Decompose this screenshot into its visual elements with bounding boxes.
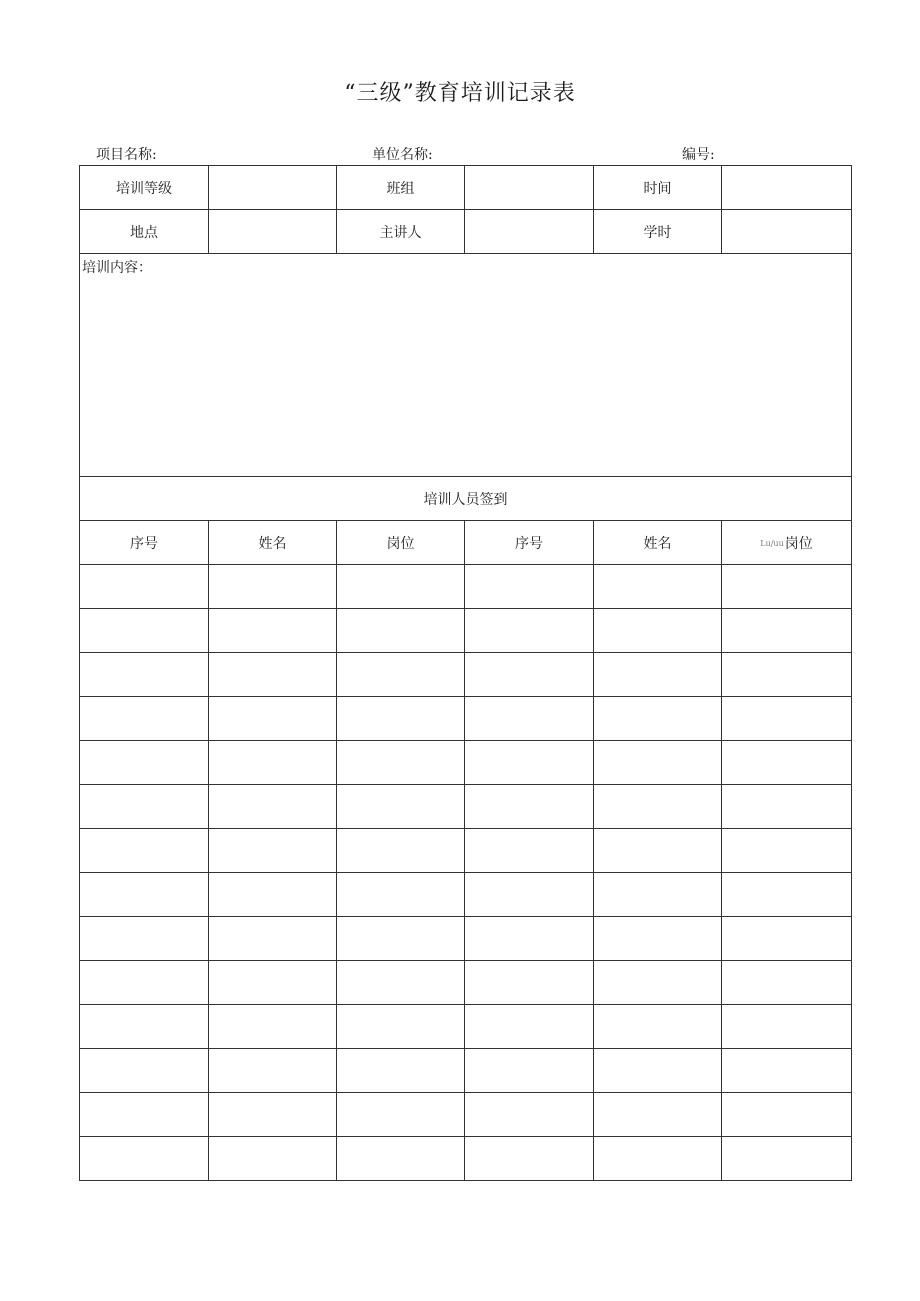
signin-cell-position-2[interactable] bbox=[722, 653, 852, 697]
signin-row bbox=[80, 1005, 852, 1049]
signin-row bbox=[80, 1137, 852, 1181]
signin-cell-position[interactable] bbox=[337, 565, 465, 609]
training-level-label: 培训等级 bbox=[80, 166, 209, 210]
signin-cell-name-2[interactable] bbox=[594, 1093, 722, 1137]
signin-heading-row bbox=[80, 477, 852, 521]
signin-cell-number[interactable] bbox=[80, 917, 209, 961]
signin-cell-position-2[interactable] bbox=[722, 785, 852, 829]
col-header-name-2: 姓名 bbox=[594, 521, 722, 565]
signin-cell-name-2[interactable] bbox=[594, 1049, 722, 1093]
signin-cell-name[interactable] bbox=[209, 609, 337, 653]
signin-cell-position[interactable] bbox=[337, 961, 465, 1005]
signin-cell-position-2[interactable] bbox=[722, 565, 852, 609]
signin-cell-number-2[interactable] bbox=[465, 829, 594, 873]
signin-cell-name-2[interactable] bbox=[594, 741, 722, 785]
signin-row bbox=[80, 785, 852, 829]
signin-cell-position[interactable] bbox=[337, 1093, 465, 1137]
project-name-label: 项目名称: bbox=[96, 147, 157, 163]
signin-cell-number-2[interactable] bbox=[465, 565, 594, 609]
signin-cell-number[interactable] bbox=[80, 961, 209, 1005]
signin-cell-position[interactable] bbox=[337, 785, 465, 829]
signin-cell-number[interactable] bbox=[80, 609, 209, 653]
signin-header-row bbox=[80, 521, 852, 565]
signin-cell-number-2[interactable] bbox=[465, 1093, 594, 1137]
info-row bbox=[80, 210, 852, 254]
training-content-area[interactable] bbox=[80, 254, 852, 477]
col-header-number: 序号 bbox=[80, 521, 209, 565]
signin-row bbox=[80, 1049, 852, 1093]
signin-row bbox=[80, 609, 852, 653]
signin-cell-name[interactable] bbox=[209, 961, 337, 1005]
training-record-table bbox=[79, 165, 852, 1181]
signin-cell-number[interactable] bbox=[80, 1093, 209, 1137]
lecturer-field[interactable] bbox=[465, 210, 594, 254]
signin-cell-name[interactable] bbox=[209, 1005, 337, 1049]
signin-row bbox=[80, 697, 852, 741]
signin-cell-name[interactable] bbox=[209, 653, 337, 697]
signin-cell-name[interactable] bbox=[209, 697, 337, 741]
col-header-number-2: 序号 bbox=[465, 521, 594, 565]
hours-field[interactable] bbox=[722, 210, 852, 254]
signin-cell-number-2[interactable] bbox=[465, 1005, 594, 1049]
signin-cell-name-2[interactable] bbox=[594, 609, 722, 653]
signin-cell-name[interactable] bbox=[209, 1093, 337, 1137]
signin-cell-name-2[interactable] bbox=[594, 785, 722, 829]
signin-cell-number-2[interactable] bbox=[465, 785, 594, 829]
signin-cell-name-2[interactable] bbox=[594, 961, 722, 1005]
signin-cell-name-2[interactable] bbox=[594, 1137, 722, 1181]
page-title: “三级”教育培训记录表 bbox=[344, 81, 576, 106]
signin-cell-name-2[interactable] bbox=[594, 653, 722, 697]
info-row bbox=[80, 166, 852, 210]
signin-cell-position-2[interactable] bbox=[722, 1093, 852, 1137]
signin-row bbox=[80, 829, 852, 873]
signin-cell-name[interactable] bbox=[209, 829, 337, 873]
signin-cell-position[interactable] bbox=[337, 653, 465, 697]
col-header-position-2 bbox=[722, 521, 852, 565]
signin-cell-number[interactable] bbox=[80, 697, 209, 741]
signin-cell-number-2[interactable] bbox=[465, 653, 594, 697]
signin-cell-position-2[interactable] bbox=[722, 829, 852, 873]
signin-cell-name[interactable] bbox=[209, 917, 337, 961]
signin-cell-number[interactable] bbox=[80, 785, 209, 829]
signin-cell-position[interactable] bbox=[337, 1049, 465, 1093]
signin-cell-position[interactable] bbox=[337, 741, 465, 785]
document-number-label: 编号: bbox=[682, 147, 715, 163]
signin-cell-name[interactable] bbox=[209, 873, 337, 917]
signin-cell-position-2[interactable] bbox=[722, 1137, 852, 1181]
col-header-position-2-label: 岗位 bbox=[784, 535, 813, 552]
signin-cell-number-2[interactable] bbox=[465, 873, 594, 917]
time-label: 时间 bbox=[594, 166, 722, 210]
signin-cell-position[interactable] bbox=[337, 917, 465, 961]
signin-cell-name-2[interactable] bbox=[594, 1005, 722, 1049]
signin-cell-number[interactable] bbox=[80, 741, 209, 785]
team-field[interactable] bbox=[465, 166, 594, 210]
team-label: 班组 bbox=[337, 166, 465, 210]
location-label: 地点 bbox=[80, 210, 209, 254]
signin-cell-name[interactable] bbox=[209, 1049, 337, 1093]
time-field[interactable] bbox=[722, 166, 852, 210]
training-level-field[interactable] bbox=[209, 166, 337, 210]
signin-cell-number-2[interactable] bbox=[465, 697, 594, 741]
signin-cell-number[interactable] bbox=[80, 1049, 209, 1093]
signin-cell-number[interactable] bbox=[80, 653, 209, 697]
signin-cell-name[interactable] bbox=[209, 1137, 337, 1181]
signin-cell-name-2[interactable] bbox=[594, 829, 722, 873]
signin-cell-position-2[interactable] bbox=[722, 917, 852, 961]
signin-row bbox=[80, 1093, 852, 1137]
signin-cell-position[interactable] bbox=[337, 609, 465, 653]
signin-cell-number[interactable] bbox=[80, 1005, 209, 1049]
signin-cell-number-2[interactable] bbox=[465, 1137, 594, 1181]
hours-label: 学时 bbox=[594, 210, 722, 254]
signin-cell-name-2[interactable] bbox=[594, 565, 722, 609]
signin-cell-number-2[interactable] bbox=[465, 917, 594, 961]
signin-rows bbox=[80, 565, 852, 1181]
signin-row bbox=[80, 917, 852, 961]
signin-cell-number-2[interactable] bbox=[465, 609, 594, 653]
signin-cell-name-2[interactable] bbox=[594, 697, 722, 741]
signin-cell-position-2[interactable] bbox=[722, 697, 852, 741]
unit-name-label: 单位名称: bbox=[372, 147, 433, 163]
signin-cell-position[interactable] bbox=[337, 1137, 465, 1181]
location-field[interactable] bbox=[209, 210, 337, 254]
col-header-name: 姓名 bbox=[209, 521, 337, 565]
signin-row bbox=[80, 961, 852, 1005]
signin-cell-position-2[interactable] bbox=[722, 873, 852, 917]
signin-cell-position-2[interactable] bbox=[722, 961, 852, 1005]
col-header-position: 岗位 bbox=[337, 521, 465, 565]
signin-cell-name-2[interactable] bbox=[594, 917, 722, 961]
signin-cell-number-2[interactable] bbox=[465, 961, 594, 1005]
signin-cell-position[interactable] bbox=[337, 697, 465, 741]
signin-cell-number-2[interactable] bbox=[465, 1049, 594, 1093]
signin-cell-name[interactable] bbox=[209, 565, 337, 609]
signin-row bbox=[80, 565, 852, 609]
signin-cell-number-2[interactable] bbox=[465, 741, 594, 785]
signin-cell-position-2[interactable] bbox=[722, 1005, 852, 1049]
lecturer-label: 主讲人 bbox=[337, 210, 465, 254]
signin-cell-position-2[interactable] bbox=[722, 741, 852, 785]
signin-cell-position[interactable] bbox=[337, 829, 465, 873]
signin-cell-number[interactable] bbox=[80, 1137, 209, 1181]
signin-heading: 培训人员签到 bbox=[80, 477, 852, 521]
signin-cell-position[interactable] bbox=[337, 1005, 465, 1049]
signin-cell-position[interactable] bbox=[337, 873, 465, 917]
signin-cell-number[interactable] bbox=[80, 829, 209, 873]
signin-cell-number[interactable] bbox=[80, 565, 209, 609]
signin-row bbox=[80, 741, 852, 785]
signin-row bbox=[80, 873, 852, 917]
signin-cell-name[interactable] bbox=[209, 785, 337, 829]
training-content-label: 培训内容： bbox=[82, 260, 152, 276]
signin-cell-position-2[interactable] bbox=[722, 1049, 852, 1093]
signin-cell-position-2[interactable] bbox=[722, 609, 852, 653]
content-row bbox=[80, 254, 852, 477]
col-header-position-2-prefix: Lu/uu bbox=[760, 539, 784, 548]
signin-row bbox=[80, 653, 852, 697]
signin-cell-number[interactable] bbox=[80, 873, 209, 917]
signin-cell-name-2[interactable] bbox=[594, 873, 722, 917]
signin-cell-name[interactable] bbox=[209, 741, 337, 785]
